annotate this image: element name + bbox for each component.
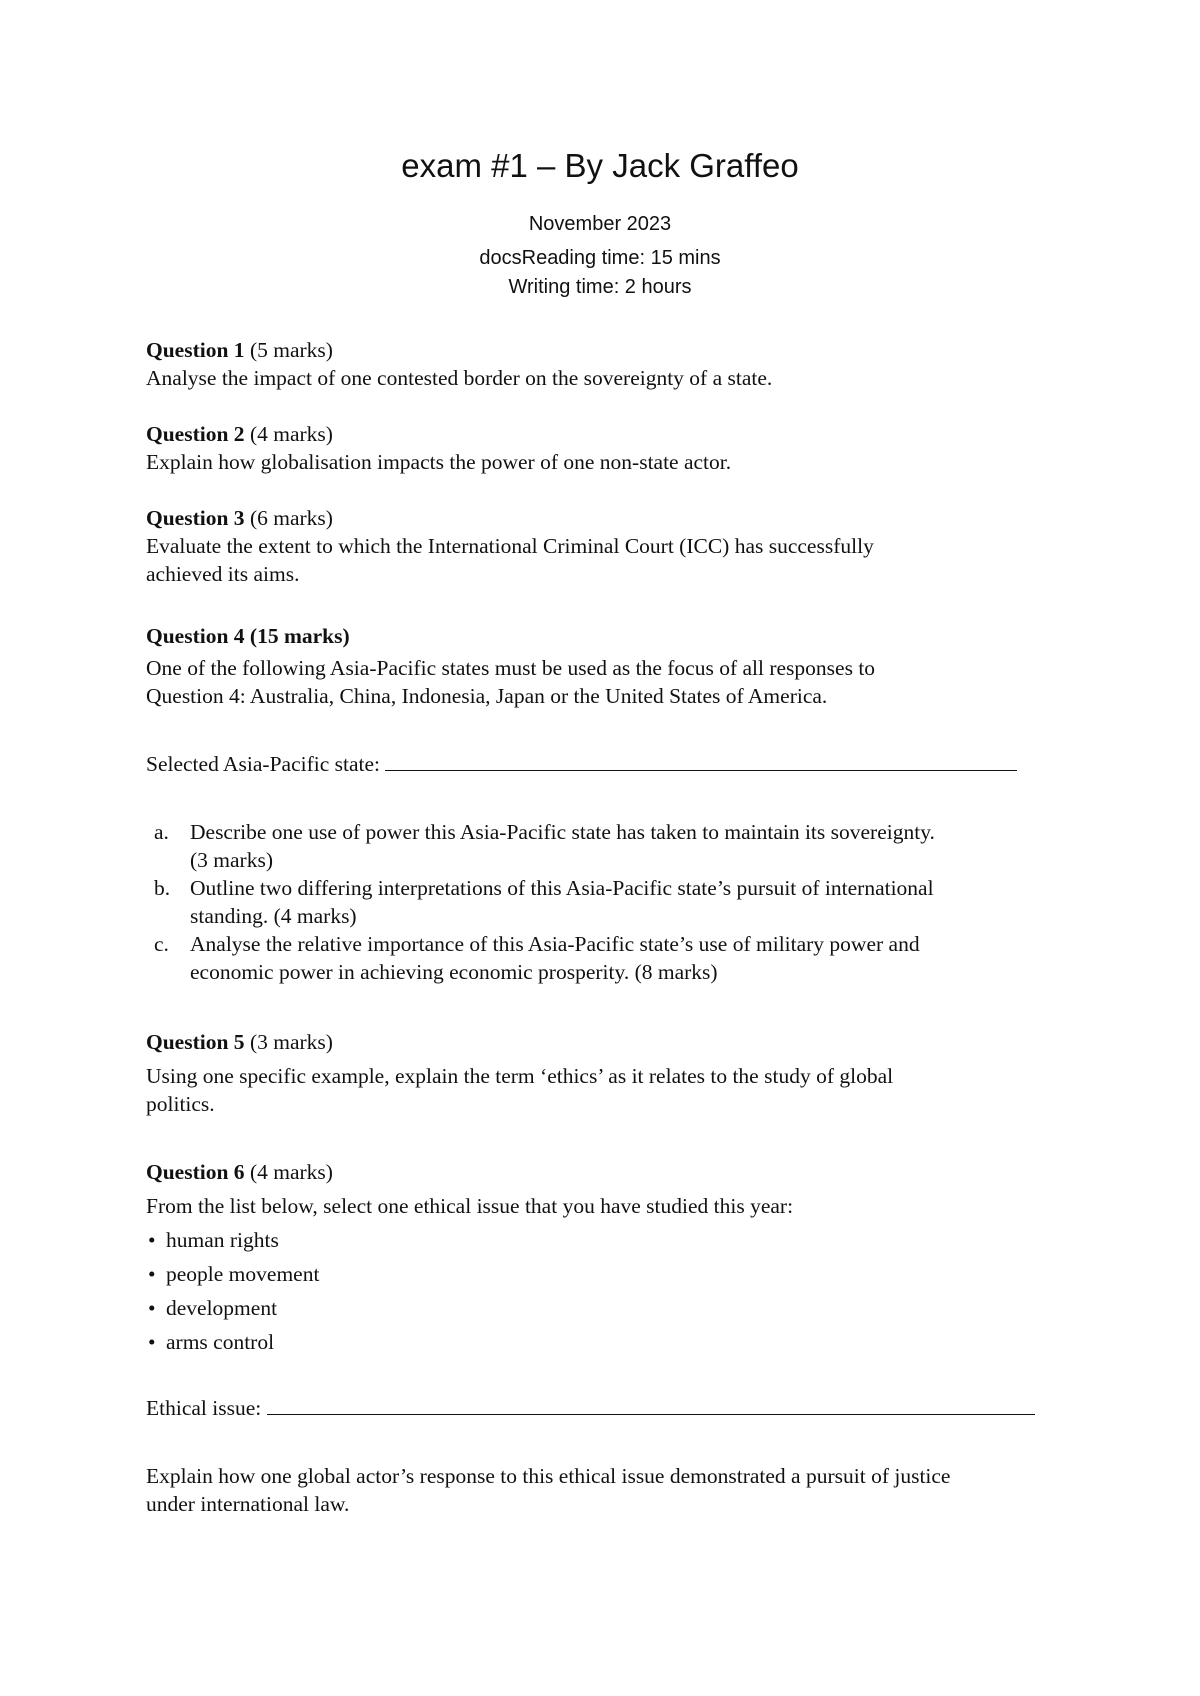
question-label: Question 5	[146, 1030, 245, 1054]
part-text-line: (3 marks)	[190, 848, 273, 872]
question-1-heading	[146, 336, 1066, 364]
question-text-line: achieved its aims.	[146, 562, 300, 586]
issue-label: people movement	[166, 1262, 320, 1286]
ethical-issue-label: Ethical issue:	[146, 1396, 262, 1420]
question-text: Analyse the impact of one contested border on the sovereignty of a state.	[146, 366, 773, 390]
list-item	[146, 1291, 1046, 1325]
question-label: Question 4 (15 marks)	[146, 624, 350, 648]
part-text-line: Analyse the relative importance of this Asia-Pacific state’s use of military power and	[190, 932, 920, 956]
question-6-intro	[146, 1192, 1066, 1220]
question-3	[146, 504, 1066, 588]
part-marker: a.	[154, 820, 169, 844]
list-item	[146, 1223, 1046, 1257]
selected-state-field	[146, 750, 1066, 778]
bullet-icon: •	[148, 1262, 156, 1286]
question-marks: (5 marks)	[249, 338, 333, 362]
question-4-part-c	[146, 930, 1066, 986]
question-marks: (6 marks)	[249, 506, 333, 530]
issue-label: human rights	[166, 1228, 279, 1252]
question-text-line: Question 4: Australia, China, Indonesia, Japan or the United States of America.	[146, 684, 828, 708]
question-label: Question 3	[146, 506, 245, 530]
question-3-heading	[146, 504, 1066, 532]
question-4-heading	[146, 622, 1066, 650]
exam-body	[146, 0, 1066, 1696]
question-text-line: Evaluate the extent to which the International Criminal Court (ICC) has successfully	[146, 534, 874, 558]
question-1	[146, 336, 1066, 392]
selected-state-label: Selected Asia-Pacific state:	[146, 752, 381, 776]
ethical-issue-answer-line[interactable]	[267, 1394, 1035, 1415]
question-marks: (4 marks)	[249, 422, 333, 446]
bullet-icon: •	[148, 1330, 156, 1354]
question-6	[146, 1158, 1066, 1186]
ethical-issues-list	[146, 1223, 1046, 1359]
question-text-line: politics.	[146, 1092, 215, 1116]
question-text: From the list below, select one ethical issue that you have studied this year:	[146, 1194, 794, 1218]
exam-date: November 2023	[528, 213, 672, 235]
issue-label: development	[166, 1296, 278, 1320]
question-5-heading	[146, 1028, 1066, 1056]
question-6-text	[146, 1462, 1066, 1518]
part-marker: c.	[154, 932, 169, 956]
part-text-line: standing. (4 marks)	[190, 904, 357, 928]
writing-time: Writing time: 2 hours	[508, 276, 692, 298]
question-text-line: under international law.	[146, 1492, 350, 1516]
bullet-icon: •	[148, 1228, 156, 1252]
question-4-part-b	[146, 874, 1066, 930]
question-2-heading	[146, 420, 1066, 448]
question-text-line: One of the following Asia-Pacific states must be used as the focus of all responses to	[146, 656, 876, 680]
part-text-line: Describe one use of power this Asia-Pacific state has taken to maintain its sovereignty.	[190, 820, 935, 844]
list-item	[146, 1257, 1046, 1291]
question-4-intro	[146, 654, 1066, 710]
question-6-heading	[146, 1158, 1066, 1186]
bullet-icon: •	[148, 1296, 156, 1320]
question-5-text	[146, 1062, 1066, 1118]
question-marks: (4 marks)	[249, 1160, 333, 1184]
question-5	[146, 1028, 1066, 1056]
question-text-line: Explain how one global actor’s response to this ethical issue demonstrated a pursuit of justice	[146, 1464, 951, 1488]
exam-title: exam #1 – By Jack Graffeo	[401, 147, 799, 184]
selected-state-answer-line[interactable]	[385, 750, 1017, 771]
reading-time: docsReading time: 15 mins	[479, 247, 721, 269]
question-label: Question 1	[146, 338, 245, 362]
question-text: Explain how globalisation impacts the power of one non-state actor.	[146, 450, 732, 474]
part-marker: b.	[154, 876, 171, 900]
part-text-line: Outline two differing interpretations of this Asia-Pacific state’s pursuit of international	[190, 876, 934, 900]
question-text-line: Using one specific example, explain the term ‘ethics’ as it relates to the study of global	[146, 1064, 894, 1088]
question-label: Question 2	[146, 422, 245, 446]
question-4	[146, 622, 1066, 650]
issue-label: arms control	[166, 1330, 275, 1354]
part-text-line: economic power in achieving economic prosperity. (8 marks)	[190, 960, 718, 984]
question-4-part-a	[146, 818, 1066, 874]
list-item	[146, 1325, 1046, 1359]
question-marks: (3 marks)	[249, 1030, 333, 1054]
question-4-parts	[146, 818, 1066, 986]
ethical-issue-field	[146, 1394, 1066, 1422]
question-label: Question 6	[146, 1160, 245, 1184]
question-2	[146, 420, 1066, 476]
